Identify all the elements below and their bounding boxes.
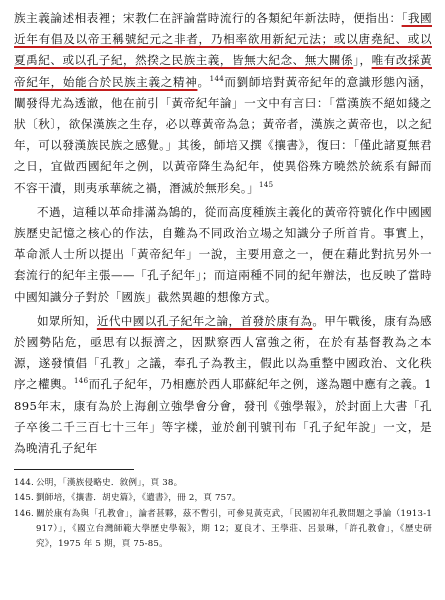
footnotes bbox=[14, 476, 432, 552]
text-run: 族主義論述相表裡；宋教仁在評論當時流行的各類紀年新法時，便指出： bbox=[14, 11, 402, 25]
footnote-text: 關於康有為與「孔教會」，論者甚夥，茲不暫引，可參見黃克武，「民國初年孔教問題之爭論（1913-1917）」，《國立台灣師範大學歷史學報》，期 12；夏良才、王學莊、呂景琳，「許孔教會」，《歷史研究》，1975 年 5 期，頁 75-85。 bbox=[36, 508, 432, 550]
body-text bbox=[14, 8, 432, 459]
footnote-number: 146. bbox=[14, 508, 34, 519]
footnote bbox=[14, 476, 432, 491]
text-run: 不過，這種以革命排滿為鵠的，從而高度種族主義化的黃帝符號化作中國國族歷史記憶之核心的作法，自難為不同政治立場之知識分子所首肯。事實上，革命派人士所以提出「黃帝紀年」一說，主要用意之一，便在藉此對抗另外一套流行的紀年主張——「孔子紀年」；而這兩種不同的紀年辦法，也反映了當時中國知識分子對於「國族」截然異趣的想像方式。 bbox=[14, 204, 432, 304]
paragraph bbox=[14, 311, 432, 459]
footnote-text: 劉師培，《攘書．胡史篇》，《遺書》，冊 2，頁 757。 bbox=[36, 493, 241, 504]
text-run: 」， bbox=[353, 53, 372, 68]
text-run: 。 bbox=[197, 74, 210, 89]
footnote-ref: 145 bbox=[259, 180, 274, 189]
document-page bbox=[14, 8, 432, 594]
paragraph bbox=[14, 202, 432, 308]
footnote-ref: 146 bbox=[73, 377, 89, 386]
underlined-text: 或以唐堯紀、或以夏禹紀、或以孔子紀，然揆之民族主義，皆無大紀念、無大關係 bbox=[14, 32, 432, 68]
underlined-text: 近代中國以孔子紀年之論，首發於康有為 bbox=[96, 313, 313, 328]
footnote-ref: 144 bbox=[209, 74, 225, 83]
text-run: 而劉師培對黃帝紀年的意識形態內涵，闡發得尤為透澈，他在前引「黃帝紀年論」一文中有言曰：「當漢族不絕如綫之狀〔秋〕，欲保漢族之生存，必以尊黃帝為急；黃帝者，漢族之黃帝也，以之紀年，可以發漢族民族之感覺。」其後，師培又撰《攘書》，復曰：「僅此諸夏無君之日，宜做西國紀年之例，以黃帝降生為紀年，使異俗殊方曉然於統系有歸而不容干瀆，則夷承華統之禍，潛滅於無形矣。」 bbox=[14, 74, 432, 195]
footnote-text: 公明，「漢族侵略史．敘例」，頁 38。 bbox=[36, 478, 183, 489]
underlined-text: 唯有改採黃帝紀年，始能合於民族主義之精神 bbox=[14, 53, 432, 89]
underlined-text: 「我國近年有倡及以帝王稱號紀元之非者，乃相率欲用新紀元法； bbox=[14, 11, 432, 47]
text-run: 。甲午戰後，康有為感於國勢阽危，亟思有以振濟之，因默察西人富強之術，在於有基督教為之本源，遂發憤倡「孔教」之議，奉孔子為教主，假此以為重整中國政治、文化秩序之權輿。 bbox=[14, 313, 432, 392]
footnote-divider bbox=[14, 469, 134, 470]
footnote bbox=[14, 507, 432, 553]
footnote-number: 144. bbox=[14, 478, 34, 489]
footnote-number: 145. bbox=[14, 493, 34, 504]
paragraph bbox=[14, 8, 432, 199]
text-run: 如眾所知， bbox=[37, 313, 97, 328]
text-run: 而孔子紀年，乃相應於西人耶蘇紀年之例，遂為題中應有之義。1895年末，康有為於上海創立強學會分會，發刊《強學報》，於封面上大書「孔子卒後二千三百七十三年」等字樣，並於創刊號刊布「孔子紀年說」一文，是為晚清孔子紀年 bbox=[14, 377, 432, 456]
footnote bbox=[14, 491, 432, 506]
